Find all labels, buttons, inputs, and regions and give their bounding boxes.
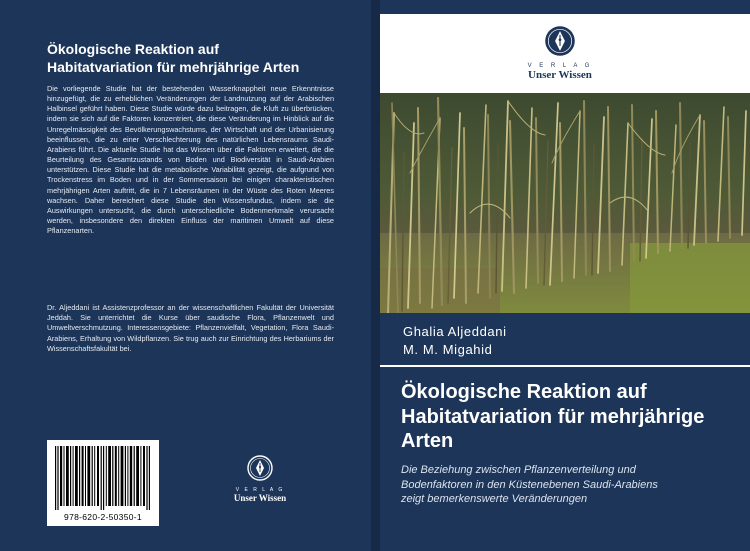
author-name-1: Ghalia Aljeddani (403, 324, 507, 339)
author-name-2: M. M. Migahid (403, 342, 493, 357)
back-cover-title (47, 40, 347, 76)
isbn-barcode (47, 440, 159, 526)
book-subtitle-line-2: Bodenfaktoren in den Küstenebenen Saudi-Arabiens (401, 478, 658, 491)
book-title-line-3: Arten (401, 430, 454, 452)
book-subtitle-line-1: Die Beziehung zwischen Pflanzenverteilung und (401, 464, 636, 476)
publisher-logo-front (515, 25, 605, 81)
publisher-verlag-label: V E R L A G (527, 63, 593, 69)
cover-photo-reeds (380, 93, 750, 313)
isbn-number: 978-620-2-50350-1 (64, 512, 142, 522)
fountain-pen-nib-emblem-icon (247, 455, 273, 481)
book-title (401, 380, 741, 454)
back-cover-title-line-1: Ökologische Reaktion auf (47, 41, 219, 57)
publisher-name: Unser Wissen (233, 493, 287, 503)
author-bio: Dr. Aljeddani ist Assistenzprofessor an der wissenschaftlichen Fakultät der Universität Jeddah. Sie unterrichtet die Kurse über saudische Flora, Pflanzenwelt und Umweltverschmutzung. Interessensgebiete: Pflanzenvielfalt, Vegetation, Flora Saudi-Arabiens, Erhaltung von Wildpflanzen. Sie trug auch zur Einrichtung des Herbariums der Wissenschaftsfakultät bei. (47, 303, 334, 353)
divider-rule (380, 365, 750, 367)
book-subtitle-line-3: zeigt bemerkenswerte Veränderungen (401, 493, 588, 505)
book-title-line-2: Habitatvariation für mehrjährige (401, 405, 705, 428)
spine (371, 0, 380, 551)
back-cover-title-line-2: Habitatvariation für mehrjährige Arten (47, 59, 300, 75)
barcode-icon (53, 446, 153, 510)
fountain-pen-nib-emblem-icon (544, 25, 576, 57)
publisher-logo-back (225, 455, 295, 503)
back-cover-blurb: Die vorliegende Studie hat der bestehenden Wasserknappheit neue Erkenntnisse hinzugefügt, die zu erheblichen Veränderungen der Landnutzung auf der Arabischen Halbinsel geführt haben. Diese Studie würde dazu beitragen, die Kluft zu überbrücken, indem sie sich auf die Faktoren konzentriert, die diese Veränderung im Hinblick auf die Unregelmässigkeit des Bevölkerungswachstums, der Wirtschaft und der Urbanisierung beeinflussen, die zu einer Verschlechterung des natürlichen Lebensraums Saudi-Arabiens führt. Die aktuelle Studie hat das Wissen über die Faktoren erweitert, die die Beurteilung des Gesamtzustands von Boden und Biodiversität in Saudi-Arabien unterstützen. Diese Studie hat die metabolische Variabilität gezeigt, die aufgrund von Trockenstress im Boden und in der Sommersaison bei einigen charakteristischen mehrjährigen Arten auftritt, die in 7 Lebensräumen in der Wüste des Roten Meeres wachsen. Daher bereichert diese Studie den Wissensfundus, indem sie die Auswirkungen untersucht, die durch unterschiedliche Bodenmerkmale verursacht werden, insbesondere den direkten Einfluss der maritimen Umwelt auf diese Pflanzenarten. (47, 84, 334, 236)
publisher-verlag-label: V E R L A G (235, 487, 285, 493)
publisher-name: Unser Wissen (528, 69, 592, 81)
book-subtitle (401, 463, 721, 507)
book-title-line-1: Ökologische Reaktion auf (401, 381, 647, 403)
